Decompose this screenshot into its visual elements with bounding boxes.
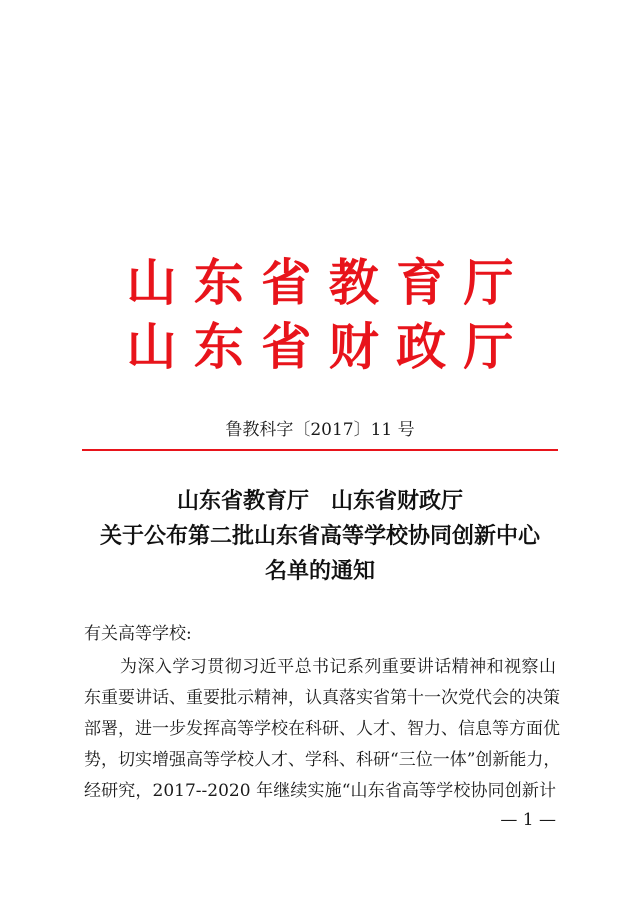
title-line-3: 名单的通知 bbox=[264, 558, 375, 584]
body-line-5: 经研究，2017--2020 年继续实施“山东省高等学校协同创新计 bbox=[84, 781, 556, 801]
salutation: 有关高等学校: bbox=[84, 624, 192, 644]
body-line-3: 部署，进一步发挥高等学校在科研、人才、智力、信息等方面优 bbox=[84, 719, 560, 739]
red-divider-line bbox=[82, 449, 558, 451]
body-line-2: 东重要讲话、重要批示精神，认真落实省第十一次党代会的决策 bbox=[84, 688, 560, 708]
body-line-1: 为深入学习贯彻习近平总书记系列重要讲话精神和视察山 bbox=[120, 657, 556, 677]
issuer-education-department: 山 东 省 教 育 厅 bbox=[126, 253, 514, 312]
title-line-1: 山东省教育厅 山东省财政厅 bbox=[176, 488, 463, 514]
document-number: 鲁教科字〔2017〕11 号 bbox=[225, 420, 415, 440]
body-line-4: 势，切实增强高等学校人才、学科、科研“三位一体”创新能力， bbox=[84, 750, 561, 770]
issuer-finance-department: 山 东 省 财 政 厅 bbox=[126, 317, 514, 376]
page-number: — 1 — bbox=[500, 810, 556, 830]
title-line-2: 关于公布第二批山东省高等学校协同创新中心 bbox=[99, 523, 540, 549]
